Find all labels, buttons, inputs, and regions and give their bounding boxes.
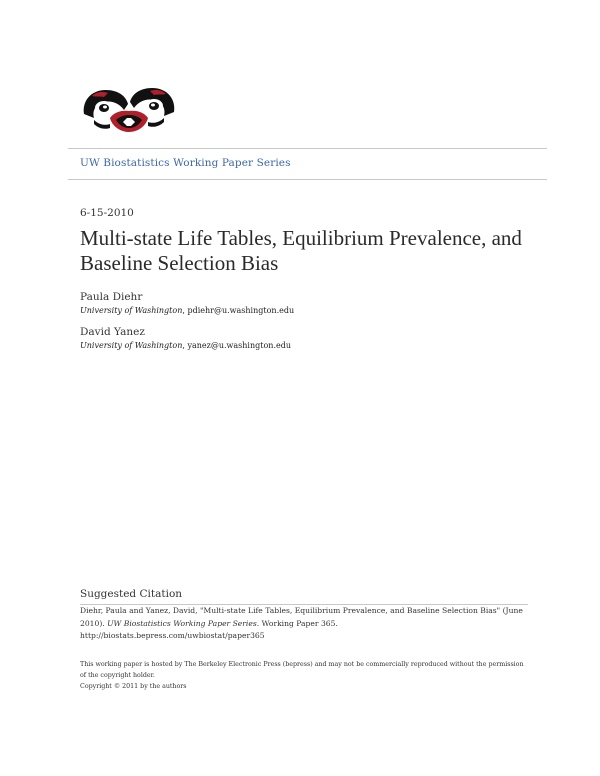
uw-biostatistics-logo (80, 84, 178, 136)
author-email[interactable]: pdiehr@u.washington.edu (187, 306, 295, 315)
affiliation-separator: , (182, 341, 188, 350)
author-name: Paula Diehr (80, 291, 143, 303)
copyright-notice: Copyright © 2011 by the authors (80, 683, 187, 690)
series-divider (68, 179, 547, 180)
citation-authors-title: Diehr, Paula and Yanez, David, "Multi-state Life Tables, Equilibrium Prevalence, and Baseline Selection Bias" (June 2010). (80, 606, 523, 628)
citation-paper-number: . Working Paper 365. (256, 618, 338, 628)
citation-text (80, 605, 530, 643)
paper-title: Multi-state Life Tables, Equilibrium Prevalence, and Baseline Selection Bias (80, 226, 522, 275)
author-affiliation (80, 341, 291, 350)
top-divider (68, 148, 547, 149)
hosting-notice: This working paper is hosted by The Berkeley Electronic Press (bepress) and may not be commercially reproduced without the permission of the copyright holder. (80, 661, 524, 679)
citation-url[interactable]: http://biostats.bepress.com/uwbiostat/paper365 (80, 631, 265, 640)
series-link[interactable]: UW Biostatistics Working Paper Series (80, 157, 291, 169)
affiliation-name: University of Washington (80, 341, 183, 350)
affiliation-separator: , (182, 306, 188, 315)
author-email[interactable]: yanez@u.washington.edu (187, 341, 291, 350)
footer-notice (80, 659, 530, 692)
citation-series: UW Biostatistics Working Paper Series (107, 618, 257, 628)
author-name: David Yanez (80, 326, 145, 338)
citation-heading: Suggested Citation (80, 588, 183, 600)
author-affiliation (80, 306, 294, 315)
publication-date: 6-15-2010 (80, 207, 134, 219)
affiliation-name: University of Washington (80, 306, 183, 315)
